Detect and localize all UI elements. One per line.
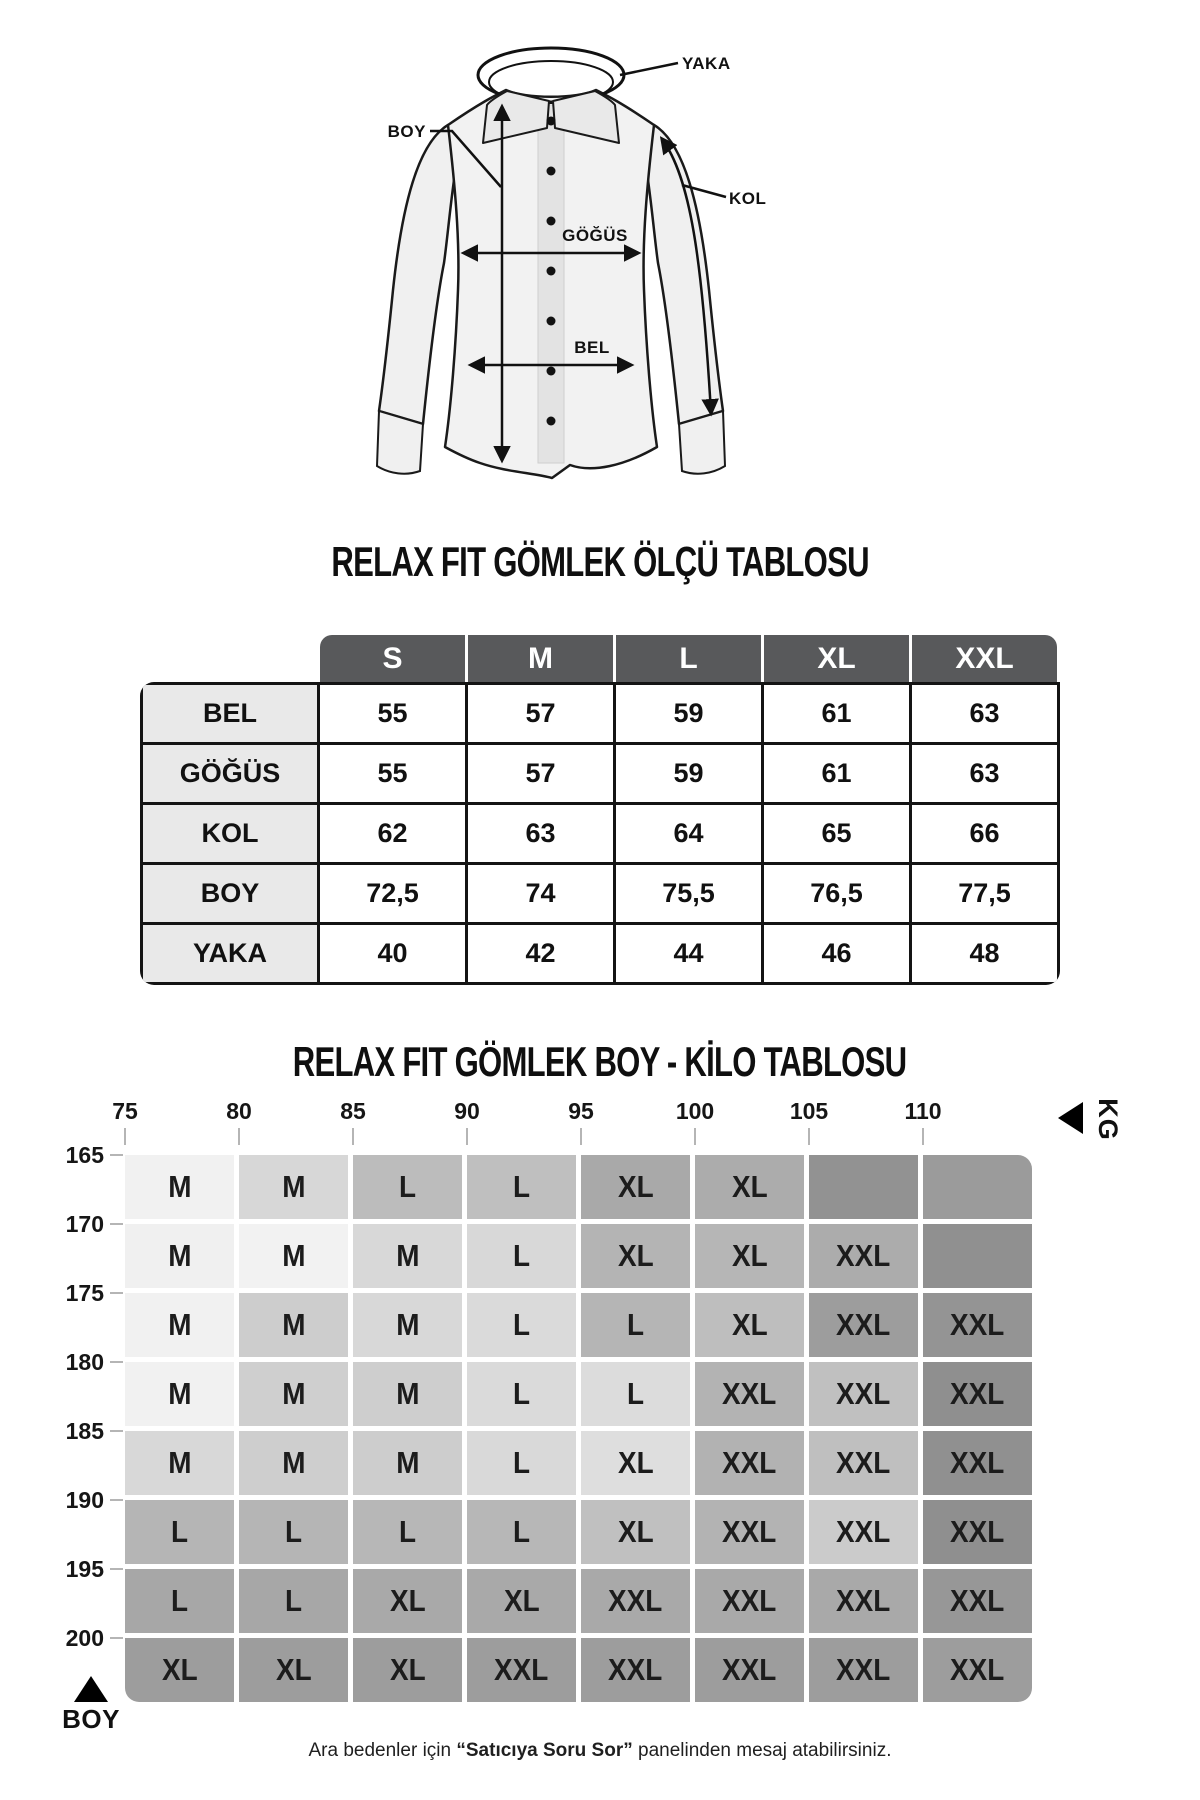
kilo-cell-label: M	[281, 1169, 306, 1204]
kg-tick-mark	[580, 1128, 582, 1145]
kilo-cell-label: XL	[617, 1514, 654, 1549]
kilo-cell	[467, 1500, 576, 1564]
boy-tick-label: 175	[65, 1280, 104, 1306]
kilo-cell	[809, 1362, 918, 1426]
boy-tick-label: 190	[65, 1487, 104, 1513]
kilo-cell-label: XXL	[722, 1445, 777, 1480]
kilo-cell-label: L	[512, 1307, 531, 1342]
kilo-cell-label: XXL	[722, 1652, 777, 1687]
kilo-cell-label: XXL	[836, 1652, 891, 1687]
kg-tick-mark	[466, 1128, 468, 1145]
kilo-cell-label: L	[284, 1514, 303, 1549]
size-table-header-row	[320, 635, 1057, 682]
kilo-cell	[923, 1362, 1032, 1426]
kilo-cell-label: L	[398, 1514, 417, 1549]
boy-arrow-icon	[74, 1676, 108, 1702]
kilo-cell-label: M	[281, 1307, 306, 1342]
kilo-cell	[923, 1224, 1032, 1288]
size-row-label: KOL	[143, 805, 317, 862]
kilo-cell	[581, 1569, 690, 1633]
size-value-cell: 63	[912, 745, 1057, 802]
size-value-cell: 42	[468, 925, 613, 982]
size-value-cell: 55	[320, 685, 465, 742]
size-value-cell: 63	[912, 685, 1057, 742]
kilo-cell	[467, 1431, 576, 1495]
size-value-cell: 46	[764, 925, 909, 982]
kilo-cell	[353, 1362, 462, 1426]
size-value-cell: 65	[764, 805, 909, 862]
kilo-cell-label: XXL	[950, 1376, 1005, 1411]
kilo-cell	[353, 1638, 462, 1702]
kilo-cell	[923, 1500, 1032, 1564]
kilo-cell-label: XXL	[950, 1652, 1005, 1687]
kilo-cell-label: L	[170, 1583, 189, 1618]
kilo-cell-label: XXL	[608, 1652, 663, 1687]
kilo-cell	[239, 1362, 348, 1426]
kilo-cell	[467, 1638, 576, 1702]
kg-tick-mark	[352, 1128, 354, 1145]
size-col-header: S	[320, 635, 465, 682]
kilo-cell-label: L	[512, 1238, 531, 1273]
kilo-cell	[695, 1362, 804, 1426]
size-value-cell: 57	[468, 745, 613, 802]
size-value-cell: 75,5	[616, 865, 761, 922]
boy-tick-label: 165	[65, 1142, 104, 1168]
kilo-cell	[923, 1569, 1032, 1633]
kg-tick-mark	[808, 1128, 810, 1145]
kilo-cell	[809, 1638, 918, 1702]
boy-axis-label: BOY	[62, 1704, 120, 1734]
boy-tick-label: 200	[65, 1625, 104, 1651]
kilo-cell-label: L	[512, 1169, 531, 1204]
shirt-right-sleeve	[644, 125, 723, 424]
kilo-cell	[467, 1293, 576, 1357]
kilo-cell	[695, 1224, 804, 1288]
boy-tick-mark	[110, 1361, 123, 1363]
diagram-label-boy: BOY	[387, 122, 426, 141]
kilo-cell-label: M	[167, 1307, 192, 1342]
size-value-cell: 64	[616, 805, 761, 862]
kilo-cell-label: XXL	[722, 1583, 777, 1618]
kilo-cell	[239, 1569, 348, 1633]
kilo-cell	[581, 1638, 690, 1702]
kilo-chart-title	[0, 1038, 1200, 1086]
kg-tick-label: 75	[112, 1098, 138, 1124]
shirt-placket	[538, 105, 564, 463]
kilo-cell	[467, 1362, 576, 1426]
kilo-cell	[581, 1293, 690, 1357]
size-col-header: XXL	[912, 635, 1057, 682]
kilo-cell-label: XL	[161, 1652, 198, 1687]
kilo-cell-label: L	[512, 1376, 531, 1411]
kilo-chart-title-text: RELAX FIT GÖMLEK BOY - KİLO TABLOSU	[293, 1038, 907, 1085]
kilo-cell-label: M	[395, 1376, 420, 1411]
shirt-diagram	[330, 35, 770, 495]
footer-note-bold: “Satıcıya Soru Sor”	[456, 1740, 633, 1761]
boy-tick-mark	[110, 1223, 123, 1225]
kilo-cell	[809, 1569, 918, 1633]
kilo-cell	[809, 1431, 918, 1495]
size-col-header: L	[616, 635, 761, 682]
kilo-cell	[809, 1293, 918, 1357]
kilo-cell	[809, 1500, 918, 1564]
kilo-cell	[239, 1500, 348, 1564]
kg-tick-mark	[922, 1128, 924, 1145]
kilo-cell-label: XXL	[836, 1238, 891, 1273]
kilo-cell	[239, 1293, 348, 1357]
kilo-cell-label: L	[170, 1514, 189, 1549]
kilo-cell-label: M	[395, 1238, 420, 1273]
size-row-label: BOY	[143, 865, 317, 922]
kilo-cell-label: XXL	[836, 1307, 891, 1342]
kg-tick-label: 80	[226, 1098, 252, 1124]
boy-tick-label: 195	[65, 1556, 104, 1582]
kilo-cell	[809, 1155, 918, 1219]
kg-tick-label: 110	[904, 1098, 942, 1124]
kilo-cell-label: L	[512, 1514, 531, 1549]
kilo-cell	[695, 1431, 804, 1495]
kilo-cell-label: XL	[731, 1238, 768, 1273]
size-value-cell: 66	[912, 805, 1057, 862]
kg-tick-label: 90	[454, 1098, 480, 1124]
kilo-cell	[581, 1224, 690, 1288]
boy-tick-mark	[110, 1568, 123, 1570]
size-value-cell: 77,5	[912, 865, 1057, 922]
kg-tick-mark	[238, 1128, 240, 1145]
kilo-cell-label: M	[281, 1376, 306, 1411]
size-col-header: XL	[764, 635, 909, 682]
kg-tick-label: 95	[568, 1098, 594, 1124]
kilo-cell	[809, 1224, 918, 1288]
kilo-cell	[581, 1362, 690, 1426]
size-value-cell: 74	[468, 865, 613, 922]
kilo-cell	[353, 1293, 462, 1357]
footer-note-suffix: panelinden mesaj atabilirsiniz.	[632, 1740, 892, 1761]
kilo-cell-label: XL	[503, 1583, 540, 1618]
kilo-cell	[923, 1293, 1032, 1357]
size-value-cell: 40	[320, 925, 465, 982]
size-value-cell: 44	[616, 925, 761, 982]
footer-note-prefix: Ara bedenler için	[308, 1740, 457, 1761]
size-value-cell: 55	[320, 745, 465, 802]
boy-tick-mark	[110, 1292, 123, 1294]
kilo-cell	[923, 1155, 1032, 1219]
kilo-cell	[695, 1638, 804, 1702]
kilo-cell-label: XXL	[836, 1583, 891, 1618]
kilo-cell	[695, 1569, 804, 1633]
size-value-cell: 63	[468, 805, 613, 862]
boy-tick-label: 185	[65, 1418, 104, 1444]
kilo-cell-label: XL	[275, 1652, 312, 1687]
kg-tick-mark	[694, 1128, 696, 1145]
kilo-cell	[581, 1500, 690, 1564]
size-value-cell: 61	[764, 685, 909, 742]
kilo-cell	[239, 1224, 348, 1288]
kg-tick-label: 105	[789, 1098, 829, 1124]
shirt-left-sleeve	[379, 125, 458, 424]
diagram-label-yaka: YAKA	[682, 54, 731, 73]
kilo-cell-label: XL	[389, 1583, 426, 1618]
kilo-cell	[353, 1155, 462, 1219]
kilo-cell	[923, 1431, 1032, 1495]
size-value-cell: 61	[764, 745, 909, 802]
boy-tick-mark	[110, 1154, 123, 1156]
size-value-cell: 57	[468, 685, 613, 742]
kilo-cell-label: XXL	[836, 1376, 891, 1411]
kilo-cell	[125, 1500, 234, 1564]
size-row-label: YAKA	[143, 925, 317, 982]
kilo-cell	[923, 1638, 1032, 1702]
kilo-cell-label: M	[167, 1376, 192, 1411]
size-col-header: M	[468, 635, 613, 682]
kilo-cell-label: XXL	[950, 1583, 1005, 1618]
kilo-cell-label: L	[398, 1169, 417, 1204]
kilo-cell	[125, 1362, 234, 1426]
kilo-cell	[125, 1224, 234, 1288]
kilo-cell	[467, 1155, 576, 1219]
kilo-cell-label: XXL	[722, 1514, 777, 1549]
size-value-cell: 59	[616, 685, 761, 742]
size-value-cell: 48	[912, 925, 1057, 982]
kilo-cell	[125, 1638, 234, 1702]
kilo-cell	[353, 1500, 462, 1564]
size-table-title	[0, 538, 1200, 586]
boy-tick-label: 180	[65, 1349, 104, 1375]
kilo-cell	[125, 1569, 234, 1633]
size-row-label: BEL	[143, 685, 317, 742]
kilo-cell	[695, 1155, 804, 1219]
kg-tick-mark	[124, 1128, 126, 1145]
kilo-grid	[125, 1155, 1032, 1702]
kilo-cell-label: XL	[731, 1169, 768, 1204]
size-row-label: GÖĞÜS	[143, 745, 317, 802]
kg-arrow-icon	[1058, 1102, 1083, 1134]
kilo-cell-label: XL	[617, 1445, 654, 1480]
kilo-cell	[353, 1431, 462, 1495]
kilo-cell-label: L	[284, 1583, 303, 1618]
boy-tick-label: 170	[65, 1211, 104, 1237]
kilo-cell-label: XL	[389, 1652, 426, 1687]
kilo-cell-label: M	[167, 1169, 192, 1204]
kilo-cell	[695, 1500, 804, 1564]
kilo-cell-label: L	[626, 1307, 645, 1342]
kilo-cell	[581, 1155, 690, 1219]
kilo-cell-label: L	[626, 1376, 645, 1411]
kilo-cell	[239, 1155, 348, 1219]
kilo-cell	[125, 1155, 234, 1219]
size-table	[140, 682, 1060, 985]
boy-tick-mark	[110, 1430, 123, 1432]
kilo-cell-label: XXL	[494, 1652, 549, 1687]
boy-tick-mark	[110, 1499, 123, 1501]
diagram-label-gogus: GÖĞÜS	[562, 226, 628, 245]
kg-tick-label: 100	[675, 1098, 715, 1124]
kilo-cell-label: M	[281, 1238, 306, 1273]
size-value-cell: 76,5	[764, 865, 909, 922]
kilo-cell	[467, 1569, 576, 1633]
kilo-cell-label: M	[167, 1445, 192, 1480]
kilo-cell	[467, 1224, 576, 1288]
kilo-cell	[695, 1293, 804, 1357]
kilo-cell	[353, 1224, 462, 1288]
kilo-cell-label: XL	[617, 1238, 654, 1273]
kilo-cell-label: M	[395, 1445, 420, 1480]
kilo-cell-label: XL	[617, 1169, 654, 1204]
kilo-cell-label: XXL	[950, 1445, 1005, 1480]
kilo-cell	[353, 1569, 462, 1633]
kilo-cell	[239, 1431, 348, 1495]
diagram-label-kol: KOL	[729, 189, 767, 208]
kilo-cell-label: XXL	[836, 1514, 891, 1549]
kilo-cell	[239, 1638, 348, 1702]
kilo-cell-label: XXL	[608, 1583, 663, 1618]
kilo-cell	[125, 1431, 234, 1495]
kilo-cell-label: XXL	[950, 1307, 1005, 1342]
kilo-cell-label: L	[512, 1445, 531, 1480]
boy-tick-mark	[110, 1637, 123, 1639]
size-value-cell: 62	[320, 805, 465, 862]
kg-tick-label: 85	[340, 1098, 366, 1124]
kilo-cell-label: XL	[731, 1307, 768, 1342]
footer-note	[0, 1740, 1200, 1762]
kilo-cell-label: XXL	[722, 1376, 777, 1411]
kg-axis-label: KG	[1092, 1098, 1123, 1141]
kilo-cell-label: XXL	[950, 1514, 1005, 1549]
diagram-label-bel: BEL	[574, 338, 610, 357]
size-value-cell: 72,5	[320, 865, 465, 922]
kilo-cell-label: M	[281, 1445, 306, 1480]
kilo-cell-label: XXL	[836, 1445, 891, 1480]
kilo-cell	[581, 1431, 690, 1495]
yaka-pointer-line	[620, 63, 678, 75]
kilo-cell	[125, 1293, 234, 1357]
size-table-title-text: RELAX FIT GÖMLEK ÖLÇÜ TABLOSU	[331, 538, 869, 585]
kilo-cell-label: M	[167, 1238, 192, 1273]
kilo-cell-label: M	[395, 1307, 420, 1342]
size-value-cell: 59	[616, 745, 761, 802]
